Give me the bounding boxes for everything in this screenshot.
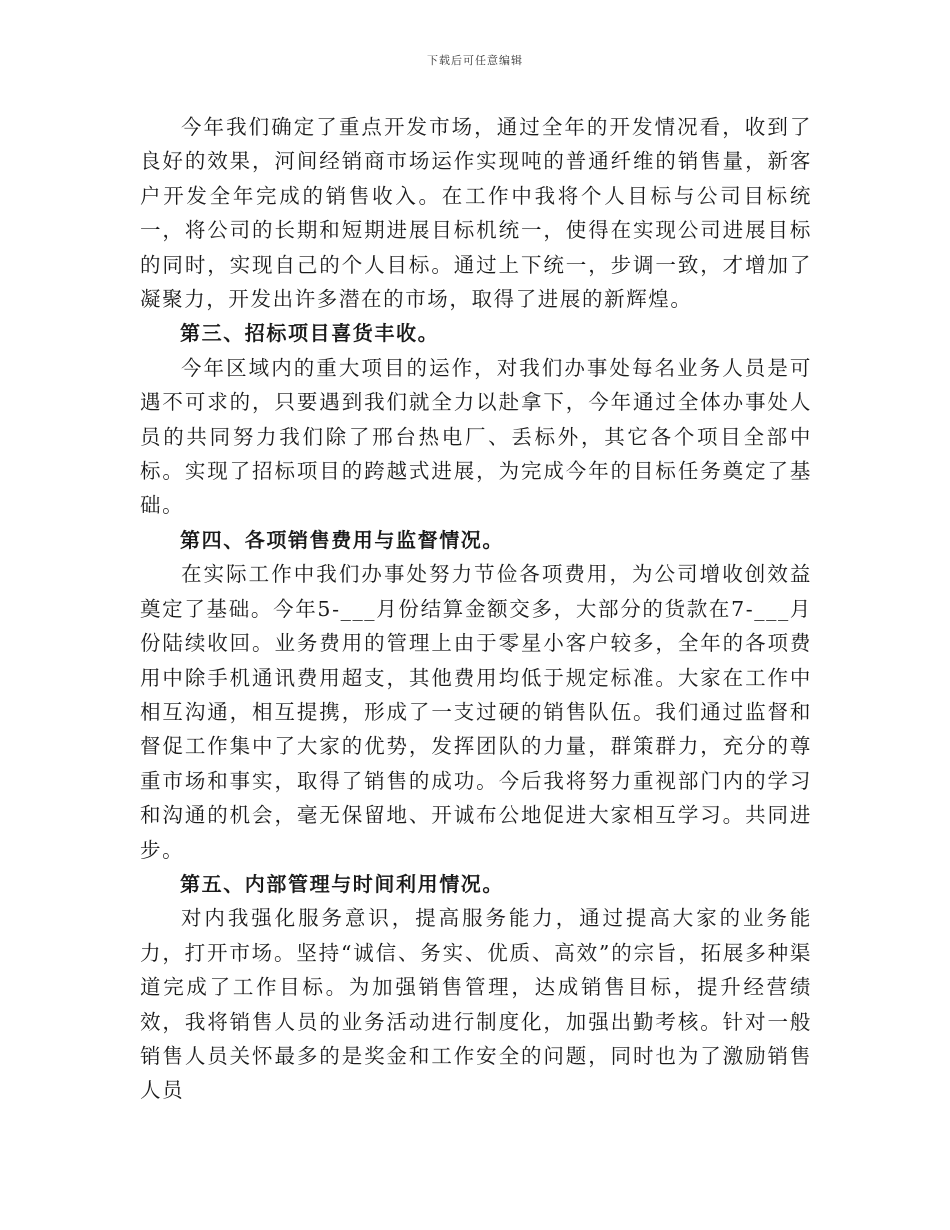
document-body (140, 110, 812, 1108)
section-heading-5: 第五、内部管理与时间利用情况。 (180, 871, 504, 896)
paragraph-internal-management: 对内我强化服务意识，提高服务能力，通过提高大家的业务能力，打开市场。坚持“诚信、务实、优质、高效”的宗旨，拓展多种渠道完成了工作目标。为加强销售管理，达成销售目标，提升经营绩效，我将销售人员的业务活动进行制度化，加强出勤考核。针对一般销售人员关怀最多的是奖金和工作安全的问题，同时也为了激励销售人员 (140, 906, 812, 1103)
section-heading-4: 第四、各项销售费用与监督情况。 (180, 527, 504, 552)
paragraph-sales-expenses: 在实际工作中我们办事处努力节俭各项费用，为公司增收创效益奠定了基础。今年5-___月份结算金额交多，大部分的货款在7-___月份陆续收回。业务费用的管理上由于零星小客户较多，全年的各项费用中除手机通讯费用超支，其他费用均低于规定标准。大家在工作中相互沟通，相互提携，形成了一支过硬的销售队伍。我们通过监督和督促工作集中了大家的优势，发挥团队的力量，群策群力，充分的尊重市场和事实，取得了销售的成功。今后我将努力重视部门内的学习和沟通的机会，毫无保留地、开诚布公地促进大家相互学习。共同进步。 (140, 562, 812, 862)
paragraph-bidding-projects: 今年区域内的重大项目的运作，对我们办事处每名业务人员是可遇不可求的，只要遇到我们就全力以赴拿下，今年通过全体办事处人员的共同努力我们除了邢台热电厂、丢标外，其它各个项目全部中标。实现了招标项目的跨越式进展，为完成今年的目标任务奠定了基础。 (140, 355, 812, 518)
page-header-note: 下载后可任意编辑 (427, 54, 523, 67)
section-heading-3: 第三、招标项目喜货丰收。 (180, 321, 440, 346)
paragraph-market-development: 今年我们确定了重点开发市场，通过全年的开发情况看，收到了良好的效果，河间经销商市场运作实现吨的普通纤维的销售量，新客户开发全年完成的销售收入。在工作中我将个人目标与公司目标统一，将公司的长期和短期进展目标机统一，使得在实现公司进展目标的同时，实现自己的个人目标。通过上下统一，步调一致，才增加了凝聚力，开发出许多潜在的市场，取得了进展的新辉煌。 (140, 115, 812, 312)
